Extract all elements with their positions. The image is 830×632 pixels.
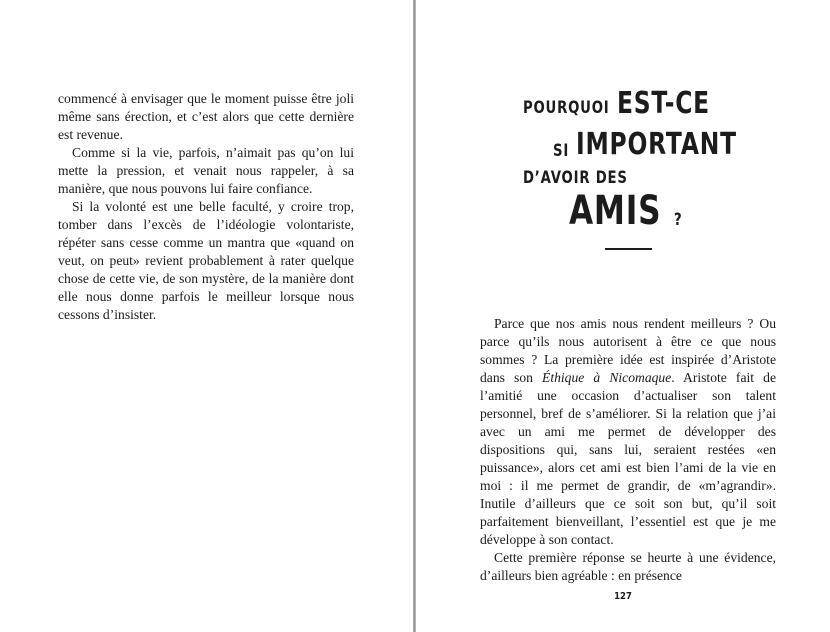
- left-page-text: [58, 90, 354, 324]
- title-word-si: SI: [553, 141, 570, 161]
- title-word-amis: AMIS: [569, 188, 662, 234]
- left-paragraph-1: commencé à envisager que le moment puisse être joli même sans érection, et c’est alors que cette dernière est revenue.: [58, 91, 354, 142]
- left-page: [0, 0, 413, 632]
- title-word-est-ce: EST-CE: [617, 86, 710, 121]
- right-paragraph-1: [480, 315, 776, 549]
- left-paragraph-2: Comme si la vie, parfois, n’aimait pas qu’on lui mette la pression, et venait nous rappeler, à sa manière, que nous pouvons lui faire confiance.: [58, 145, 354, 196]
- left-paragraph-3: Si la volonté est une belle faculté, y croire trop, tomber dans l’excès de l’idéologie volontariste, répéter sans cesse comme un mantra que «quand on veut, on peut» revient probablement à rater quelque chose de cette vie, de son mystère, de la manière dont elle nous donne parfois le meilleur lorsque nous cessons d’insister.: [58, 199, 354, 322]
- right-paragraph-2: Cette première réponse se heurte à une évidence, d’ailleurs bien agréable : en présence: [480, 550, 776, 583]
- title-word-important: IMPORTANT: [576, 127, 737, 162]
- title-divider: [605, 248, 652, 250]
- right-paragraph-1-start: Parce que nos amis nous rendent meilleurs ? Ou parce qu’ils nous autorisent à être ce que nous sommes ? La première idée est inspirée d’Aristote dans son: [480, 316, 776, 385]
- chapter-title: [416, 0, 830, 260]
- right-page: [416, 0, 830, 632]
- page-number: 127: [614, 591, 632, 602]
- title-word-pourquoi: POURQUOI: [523, 98, 610, 118]
- right-paragraph-1-end: . Aristote fait de l’amitié une occasion d’actualiser son talent personnel, bref de s’améliorer. Si la relation que j’ai avec un ami me permet de développer des dispositions qui, sans lui, seraient restées «en puissance», alors cet ami est bien l’ami de la vie en moi : il me permet de grandir, de «m’agrandir». Inutile d’ailleurs que ce soit son but, qu’il soit parfaitement bienveillant, l’essentiel est que je me développe à son contact.: [480, 370, 776, 547]
- title-words-davoir-des: D’AVOIR DES: [523, 168, 628, 188]
- right-page-text: [480, 315, 776, 585]
- book-title-reference: Éthique à Nicomaque: [542, 370, 672, 385]
- title-question-mark: ?: [674, 210, 683, 230]
